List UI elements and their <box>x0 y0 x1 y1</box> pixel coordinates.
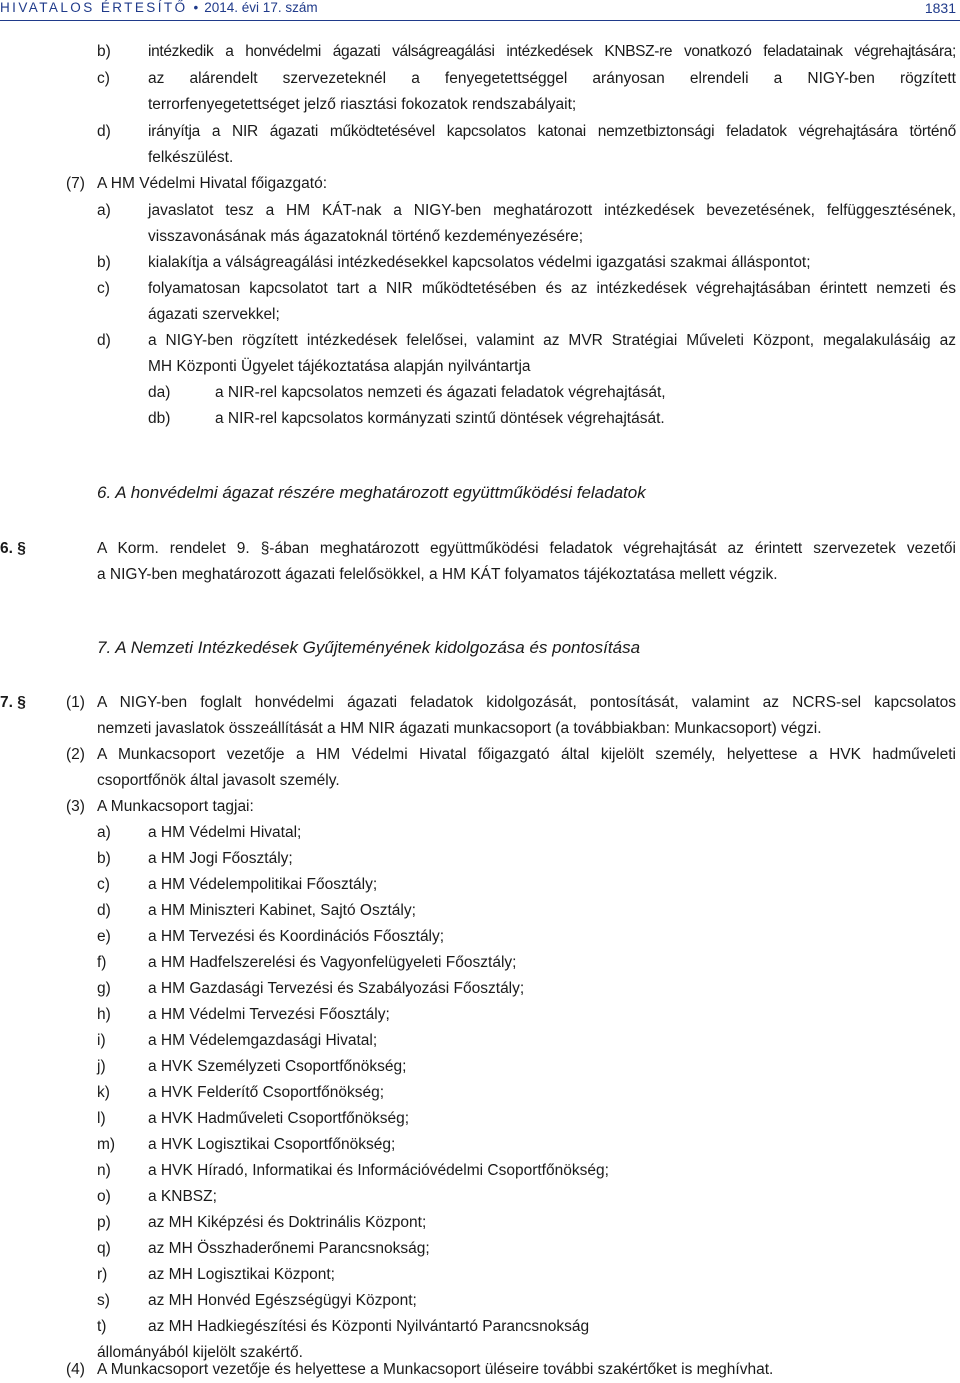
item-text-continued: ágazati szervekkel; <box>148 306 280 323</box>
paragraph-text-continued: csoportfőnök által javasolt személy. <box>97 772 340 789</box>
section-text-continued: a NIGY-ben meghatározott ágazati felelősökkel, a HM KÁT folyamatos tájékoztatása mellett végzik. <box>97 566 778 583</box>
member-text: a HM Védelmi Hivatal; <box>148 824 302 841</box>
member-text: a HM Védelmi Tervezési Főosztály; <box>148 1006 390 1023</box>
member-text: a HM Védelempolitikai Főosztály; <box>148 876 378 893</box>
member-label: d) <box>97 902 111 919</box>
member-label: k) <box>97 1084 110 1101</box>
running-head <box>0 0 318 15</box>
member-text: a HM Védelemgazdasági Hivatal; <box>148 1032 378 1049</box>
subitem-text: a NIR-rel kapcsolatos nemzeti és ágazati feladatok végrehajtását, <box>215 384 666 401</box>
header-bullet: • <box>193 0 199 15</box>
member-label: c) <box>97 876 110 893</box>
paragraph-intro: A HM Védelmi Hivatal főigazgató: <box>97 175 328 192</box>
item-label: a) <box>97 202 111 219</box>
member-text: a KNBSZ; <box>148 1188 217 1205</box>
section-label: 7. § <box>0 694 26 711</box>
member-label: b) <box>97 850 111 867</box>
paragraph-label: (4) <box>66 1361 85 1378</box>
member-label: r) <box>97 1266 108 1283</box>
member-label: a) <box>97 824 111 841</box>
item-text: intézkedik a honvédelmi ágazati válságreagálási intézkedések KNBSZ-re vonatkozó feladatainak végrehajtására; <box>148 43 956 60</box>
member-label: e) <box>97 928 111 945</box>
item-label: b) <box>97 43 111 60</box>
paragraph-label: (7) <box>66 175 85 192</box>
item-text-continued: terrorfenyegetettséget jelző riasztási fokozatok rendszabályait; <box>148 96 577 113</box>
member-text: az MH Kiképzési és Doktrinális Központ; <box>148 1214 427 1231</box>
member-label: o) <box>97 1188 111 1205</box>
member-label: f) <box>97 954 107 971</box>
issue-number: 2014. évi 17. szám <box>204 0 318 15</box>
item-text: a NIGY-ben rögzített intézkedések felelősei, valamint az MVR Stratégiai Műveleti Központ, megalakulásáig az <box>148 332 956 349</box>
member-text: a HVK Hadműveleti Csoportfőnökség; <box>148 1110 410 1127</box>
member-label: s) <box>97 1292 110 1309</box>
member-label: h) <box>97 1006 111 1023</box>
item-label: d) <box>97 332 111 349</box>
journal-title: HIVATALOS ÉRTESÍTŐ <box>0 0 188 15</box>
member-text: az MH Honvéd Egészségügyi Központ; <box>148 1292 417 1309</box>
member-text: a HM Gazdasági Tervezési és Szabályozási Főosztály; <box>148 980 525 997</box>
member-label: q) <box>97 1240 111 1257</box>
item-text: javaslatot tesz a HM KÁT-nak a NIGY-ben meghatározott intézkedések bevezetésének, felfüggesztésének, <box>148 202 956 219</box>
item-label: c) <box>97 280 110 297</box>
paragraph-text: A Munkacsoport tagjai: <box>97 798 254 815</box>
member-label: n) <box>97 1162 111 1179</box>
member-text: a HVK Logisztikai Csoportfőnökség; <box>148 1136 396 1153</box>
item-text: irányítja a NIR ágazati működtetésével kapcsolatos katonai nemzetbiztonsági feladatok végrehajtására történő <box>148 123 956 140</box>
item-text: az alárendelt szervezeteknél a fenyegetettséggel arányosan elrendeli a NIGY-ben rögzített <box>148 70 956 87</box>
item-label: d) <box>97 123 111 140</box>
member-text: a HVK Felderítő Csoportfőnökség; <box>148 1084 385 1101</box>
header-rule <box>0 20 960 21</box>
member-label: t) <box>97 1318 107 1335</box>
member-list-closing: állományából kijelölt szakértő. <box>97 1344 303 1361</box>
member-text: az MH Összhaderőnemi Parancsnokság; <box>148 1240 430 1257</box>
member-text: a HVK Személyzeti Csoportfőnökség; <box>148 1058 407 1075</box>
subitem-text: a NIR-rel kapcsolatos kormányzati szintű döntések végrehajtását. <box>215 410 665 427</box>
chapter-heading: 6. A honvédelmi ágazat részére meghatározott együttműködési feladatok <box>97 483 646 502</box>
item-label: b) <box>97 254 111 271</box>
item-label: c) <box>97 70 110 87</box>
paragraph-label: (3) <box>66 798 85 815</box>
member-text: a HVK Híradó, Informatikai és Információvédelmi Csoportfőnökség; <box>148 1162 609 1179</box>
item-text-continued: visszavonásának más ágazatoknál történő kezdeményezésére; <box>148 228 584 245</box>
member-text: az MH Logisztikai Központ; <box>148 1266 335 1283</box>
member-label: l) <box>97 1110 106 1127</box>
item-text: folyamatosan kapcsolatot tart a NIR működtetésében és az intézkedések végrehajtásában érintett nemzeti és <box>148 280 956 297</box>
member-text: az MH Hadkiegészítési és Központi Nyilvántartó Parancsnokság <box>148 1318 590 1335</box>
paragraph-text: A Munkacsoport vezetője és helyettese a Munkacsoport üléseire további szakértőket is meghívhat. <box>97 1361 774 1378</box>
item-text-continued: MH Központi Ügyelet tájékoztatása alapján nyilvántartja <box>148 358 531 375</box>
member-label: g) <box>97 980 111 997</box>
member-label: j) <box>97 1058 106 1075</box>
member-text: a HM Jogi Főosztály; <box>148 850 293 867</box>
chapter-heading: 7. A Nemzeti Intézkedések Gyűjteményének kidolgozása és pontosítása <box>97 638 641 657</box>
member-text: a HM Miniszteri Kabinet, Sajtó Osztály; <box>148 902 416 919</box>
item-text: kialakítja a válságreagálási intézkedésekkel kapcsolatos védelmi igazgatási szakmai álláspontot; <box>148 254 811 271</box>
page-header <box>0 0 960 18</box>
section-text: A Korm. rendelet 9. §-ában meghatározott együttműködési feladatok végrehajtását az érintett szervezetek vezetői <box>97 540 956 557</box>
member-label: i) <box>97 1032 106 1049</box>
paragraph-text-continued: nemzeti javaslatok összeállítását a HM NIR ágazati munkacsoport (a továbbiakban: Munkacsoport) végzi. <box>97 720 822 737</box>
page-number: 1831 <box>924 0 956 16</box>
member-text: a HM Hadfelszerelési és Vagyonfelügyeleti Főosztály; <box>148 954 517 971</box>
subitem-label: db) <box>148 410 171 427</box>
member-text: a HM Tervezési és Koordinációs Főosztály; <box>148 928 445 945</box>
paragraph-text: A Munkacsoport vezetője a HM Védelmi Hivatal főigazgató által kijelölt személy, helyettese a HVK hadműveleti <box>97 746 956 763</box>
member-label: p) <box>97 1214 111 1231</box>
paragraph-label: (2) <box>66 746 85 763</box>
subitem-label: da) <box>148 384 171 401</box>
member-label: m) <box>97 1136 116 1153</box>
paragraph-text: A NIGY-ben foglalt honvédelmi ágazati feladatok kidolgozását, pontosítását, valamint az NCRS-sel kapcsolatos <box>97 694 956 711</box>
item-text-continued: felkészülést. <box>148 149 234 166</box>
paragraph-label: (1) <box>66 694 85 711</box>
section-label: 6. § <box>0 540 26 557</box>
